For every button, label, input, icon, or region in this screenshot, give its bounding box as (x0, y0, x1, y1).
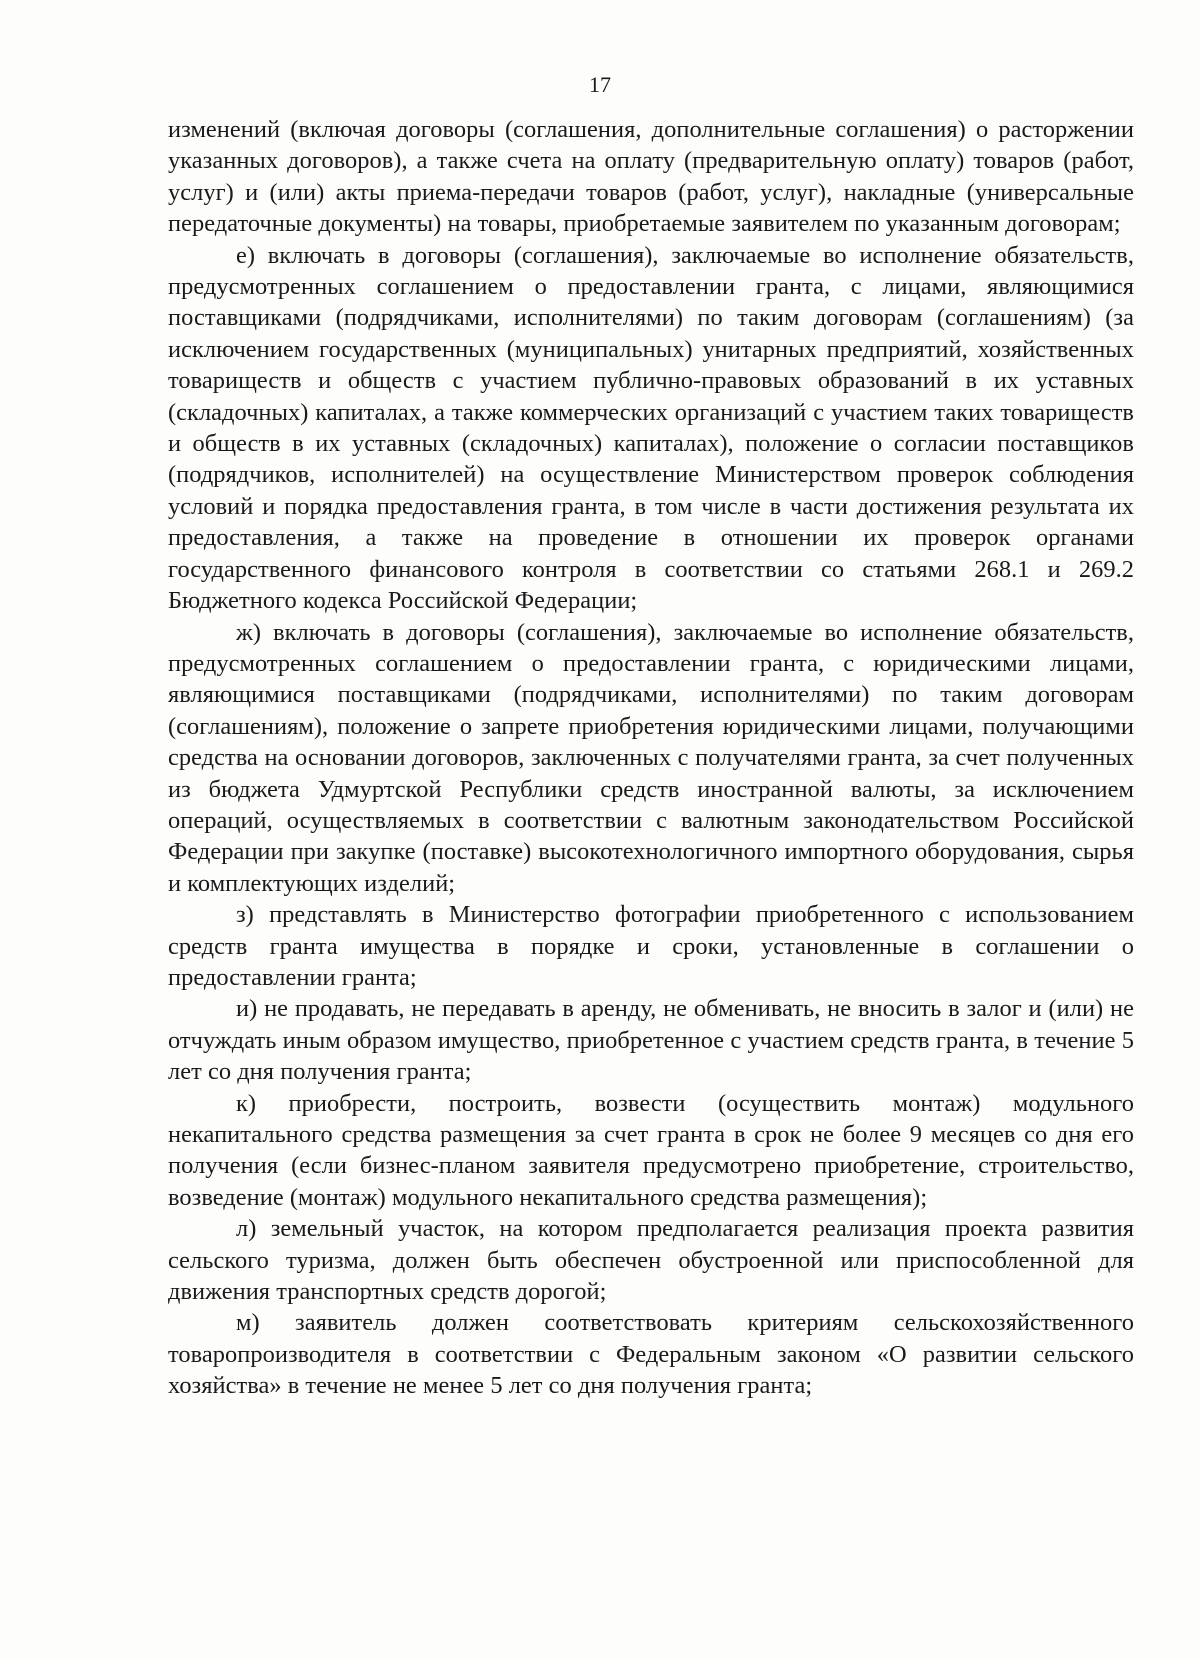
paragraph-continuation: изменений (включая договоры (соглашения, дополнительные соглашения) о расторжении указанных договоров), а также счета на оплату (предварительную оплату) товаров (работ, услуг) и (или) акты приема-передачи товаров (работ, услуг), накладные (универсальные передаточные документы) на товары, приобретаемые заявителем по указанным договорам; (168, 116, 1134, 238)
document-body (168, 114, 1134, 1402)
paragraph-item-l: л) земельный участок, на котором предполагается реализация проекта развития сельского туризма, должен быть обеспечен обустроенной или приспособленной для движения транспортных средств дорогой; (168, 1215, 1134, 1306)
page-number: 17 (589, 72, 611, 97)
paragraph-item-z: з) представлять в Министерство фотографии приобретенного с использованием средств гранта имущества в порядке и сроки, установленные в соглашении о предоставлении гранта; (168, 901, 1134, 991)
paragraph-item-zh: ж) включать в договоры (соглашения), заключаемые во исполнение обязательств, предусмотренных соглашением о предоставлении гранта, с юридическими лицами, являющимися поставщиками (подрядчиками, исполнителями) по таким договорам (соглашениям), положение о запрете приобретения юридическими лицами, получающими средства на основании договоров, заключенных с получателями гранта, за счет полученных из бюджета Удмуртской Республики средств иностранной валюты, за исключением операций, осуществляемых в соответствии с валютным законодательством Российской Федерации при закупке (поставке) высокотехнологичного импортного оборудования, сырья и комплектующих изделий; (168, 618, 1134, 897)
paragraph-item-i: и) не продавать, не передавать в аренду, не обменивать, не вносить в залог и (или) не отчуждать иным образом имущество, приобретенное с участием средств гранта, в течение 5 лет со дня получения гранта; (168, 995, 1134, 1086)
paragraph-item-k: к) приобрести, построить, возвести (осуществить монтаж) модульного некапитального средства размещения за счет гранта в срок не более 9 месяцев со дня его получения (если бизнес-планом заявителя предусмотрено приобретение, строительство, возведение (монтаж) модульного некапитального средства размещения); (168, 1089, 1134, 1211)
paragraph-item-m: м) заявитель должен соответствовать критериям сельскохозяйственного товаропроизводителя в соответствии с Федеральным законом «О развитии сельского хозяйства» в течение не менее 5 лет со дня получения гранта; (168, 1309, 1134, 1400)
paragraph-item-e: е) включать в договоры (соглашения), заключаемые во исполнение обязательств, предусмотренных соглашением о предоставлении гранта, с лицами, являющимися поставщиками (подрядчиками, исполнителями) по таким договорам (соглашениям) (за исключением государственных (муниципальных) унитарных предприятий, хозяйственных товариществ и обществ с участием публично-правовых образований в их уставных (складочных) капиталах, а также коммерческих организаций с участием таких товариществ и обществ в их уставных (складочных) капиталах), положение о согласии поставщиков (подрядчиков, исполнителей) на осуществление Министерством проверок соблюдения условий и порядка предоставления гранта, в том числе в части достижения результата их предоставления, а также на проведение в отношении их проверок органами государственного финансового контроля в соответствии со статьями 268.1 и 269.2 Бюджетного кодекса Российской Федерации; (168, 241, 1134, 615)
